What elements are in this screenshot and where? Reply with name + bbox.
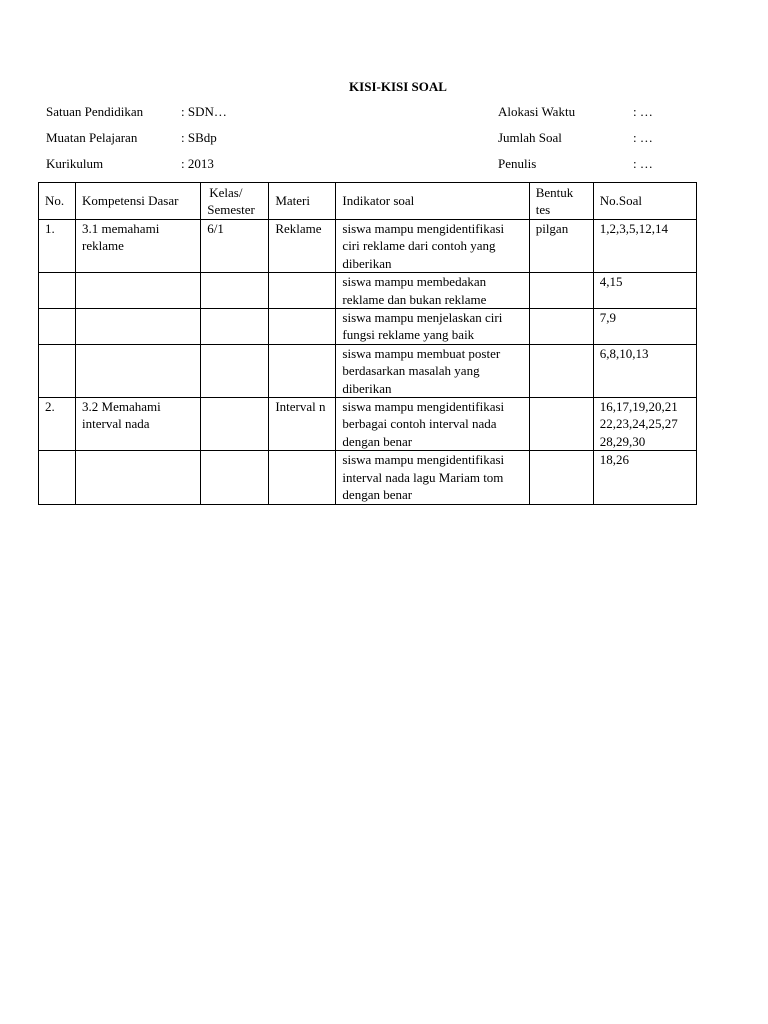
- header-materi: Materi: [269, 183, 336, 220]
- cell-bentuk-tes: [529, 273, 593, 309]
- cell-no: [39, 309, 76, 345]
- cell-no-line: 2.: [45, 399, 55, 415]
- header-nosoal: No.Soal: [593, 183, 696, 220]
- meta-penulis-value: : …: [633, 156, 653, 171]
- cell-nosoal: [593, 309, 696, 345]
- cell-nosoal: [593, 398, 696, 451]
- header-indikator: Indikator soal: [336, 183, 529, 220]
- meta-kurikulum-label: Kurikulum: [46, 156, 104, 171]
- cell-no-line: 1.: [45, 221, 55, 236]
- cell-nosoal: [593, 344, 696, 397]
- cell-indikator-line: dengan benar: [342, 487, 413, 503]
- table-row: [39, 309, 697, 345]
- cell-kompetensi-dasar: [76, 451, 201, 504]
- cell-kelas-semester-line: 6/1: [207, 221, 224, 236]
- header-kompetensi-dasar: Kompetensi Dasar: [76, 183, 201, 220]
- cell-nosoal-line: 4,15: [599, 274, 623, 290]
- kisi-table: [38, 182, 697, 505]
- header-no: No.: [39, 183, 76, 220]
- cell-kompetensi-dasar: [76, 220, 201, 273]
- cell-nosoal-line: 1,2,3,5,12,14: [599, 221, 669, 236]
- cell-indikator-line: berbagai contoh interval nada: [342, 416, 497, 432]
- cell-indikator-line: dengan benar: [342, 433, 413, 449]
- cell-nosoal-line: 22,23,24,25,27: [599, 416, 678, 432]
- cell-kompetensi-dasar-line: 3.2 Memahami: [82, 399, 161, 415]
- cell-indikator-line: berdasarkan masalah yang: [342, 363, 480, 379]
- cell-nosoal: [593, 451, 696, 504]
- cell-kelas-semester: [201, 344, 269, 397]
- cell-indikator: [336, 309, 529, 345]
- cell-kompetensi-dasar: [76, 344, 201, 397]
- cell-kelas-semester: [201, 451, 269, 504]
- table-row: [39, 344, 697, 397]
- cell-no: [39, 220, 76, 273]
- meta-muatan-value: : SBdp: [181, 130, 217, 145]
- document-title: KISI-KISI SOAL: [349, 79, 447, 94]
- cell-nosoal-line: 7,9: [599, 310, 617, 326]
- cell-bentuk-tes: [529, 398, 593, 451]
- cell-materi: [269, 451, 336, 504]
- cell-nosoal-line: 18,26: [599, 452, 630, 468]
- cell-indikator-line: siswa mampu menjelaskan ciri: [342, 310, 503, 326]
- table-body: [39, 220, 697, 505]
- cell-indikator-line: interval nada lagu Mariam tom: [342, 469, 504, 485]
- header-bentuk-line1: Bentuk: [535, 184, 574, 200]
- meta-penulis-label: Penulis: [498, 156, 537, 171]
- header-kelas-line2: Semester: [207, 202, 255, 217]
- header-bentuk-tes: [529, 183, 593, 220]
- meta-satuan-label: Satuan Pendidikan: [46, 104, 144, 119]
- meta-muatan-label: Muatan Pelajaran: [46, 130, 138, 145]
- cell-indikator-line: siswa mampu mengidentifikasi: [342, 399, 505, 415]
- cell-kompetensi-dasar-line: reklame: [82, 238, 124, 254]
- table-header-row: [39, 183, 697, 220]
- meta-kurikulum-value: : 2013: [181, 156, 214, 171]
- cell-kelas-semester: [201, 220, 269, 273]
- cell-kompetensi-dasar: [76, 273, 201, 309]
- cell-indikator: [336, 451, 529, 504]
- cell-indikator-line: ciri reklame dari contoh yang: [342, 238, 496, 254]
- cell-nosoal: [593, 273, 696, 309]
- cell-indikator-line: fungsi reklame yang baik: [342, 327, 475, 343]
- cell-indikator-line: diberikan: [342, 255, 392, 271]
- header-kelas-line1: Kelas/: [209, 184, 243, 200]
- cell-nosoal-line: 16,17,19,20,21: [599, 399, 678, 415]
- table-row: [39, 398, 697, 451]
- cell-materi-line: Reklame: [275, 221, 322, 236]
- cell-materi: [269, 309, 336, 345]
- cell-nosoal-line: 28,29,30: [599, 433, 646, 449]
- meta-jumlah-label: Jumlah Soal: [498, 130, 562, 145]
- cell-no: [39, 451, 76, 504]
- header-kelas-semester: [201, 183, 269, 220]
- cell-kelas-semester: [201, 398, 269, 451]
- cell-kompetensi-dasar-line: 3.1 memahami: [82, 221, 160, 236]
- cell-indikator-line: siswa mampu membuat poster: [342, 345, 501, 361]
- meta-satuan-value: : SDN…: [181, 104, 227, 119]
- cell-indikator: [336, 220, 529, 273]
- cell-bentuk-tes: [529, 309, 593, 345]
- cell-nosoal: [593, 220, 696, 273]
- cell-indikator-line: siswa mampu mengidentifikasi: [342, 221, 505, 236]
- cell-bentuk-tes: [529, 451, 593, 504]
- cell-indikator-line: siswa mampu mengidentifikasi: [342, 452, 505, 468]
- meta-alokasi-label: Alokasi Waktu: [498, 104, 576, 119]
- cell-indikator: [336, 344, 529, 397]
- meta-alokasi-value: : …: [633, 104, 653, 119]
- table-row: [39, 220, 697, 273]
- cell-bentuk-tes: [529, 344, 593, 397]
- cell-kelas-semester: [201, 273, 269, 309]
- cell-materi-line: Interval n: [275, 399, 326, 415]
- cell-no: [39, 273, 76, 309]
- cell-materi: [269, 273, 336, 309]
- cell-bentuk-tes-line: pilgan: [535, 221, 569, 236]
- header-bentuk-line2: tes: [535, 202, 551, 217]
- cell-indikator-line: siswa mampu membedakan: [342, 274, 487, 290]
- cell-no: [39, 398, 76, 451]
- cell-kompetensi-dasar-line: interval nada: [82, 416, 150, 432]
- meta-jumlah-value: : …: [633, 130, 653, 145]
- cell-indikator-line: reklame dan bukan reklame: [342, 291, 487, 307]
- cell-kompetensi-dasar: [76, 398, 201, 451]
- cell-kelas-semester: [201, 309, 269, 345]
- cell-indikator: [336, 273, 529, 309]
- cell-no: [39, 344, 76, 397]
- table-row: [39, 451, 697, 504]
- table-row: [39, 273, 697, 309]
- cell-indikator: [336, 398, 529, 451]
- cell-indikator-line: diberikan: [342, 380, 392, 396]
- cell-materi: [269, 220, 336, 273]
- cell-materi: [269, 398, 336, 451]
- cell-kompetensi-dasar: [76, 309, 201, 345]
- cell-bentuk-tes: [529, 220, 593, 273]
- cell-materi: [269, 344, 336, 397]
- cell-nosoal-line: 6,8,10,13: [599, 345, 649, 361]
